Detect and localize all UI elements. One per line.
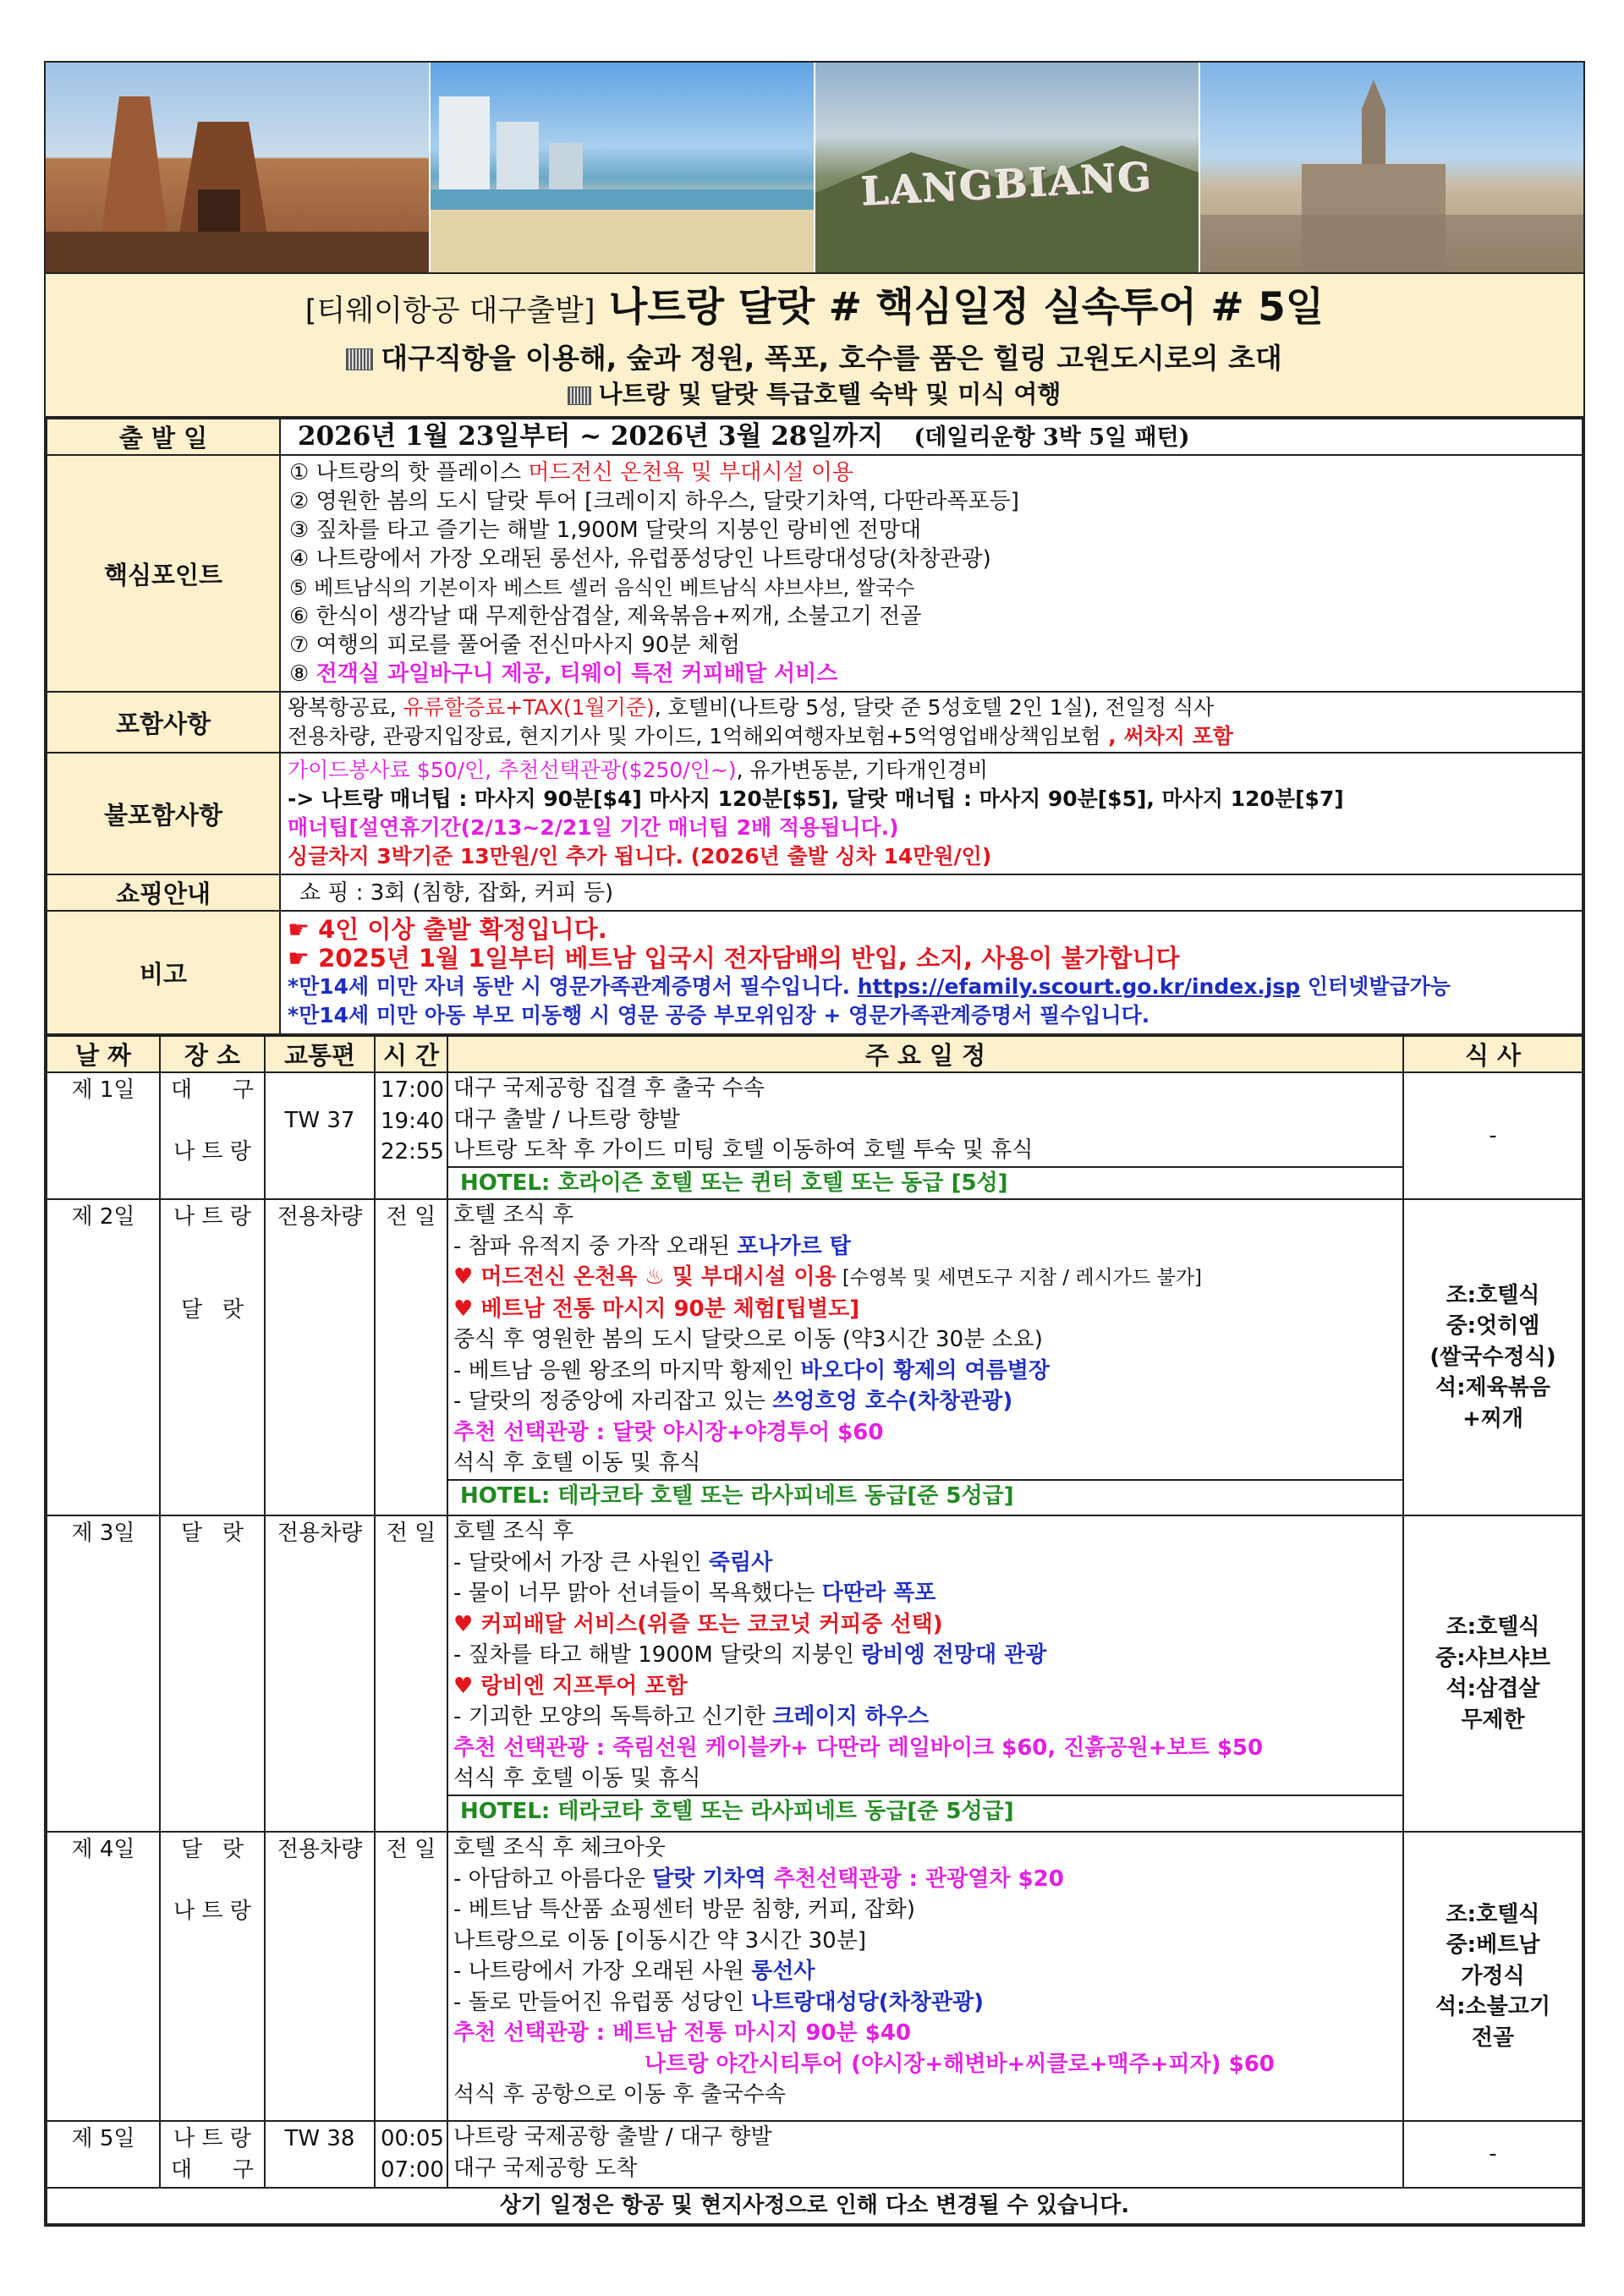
points-label: 핵심포인트 xyxy=(47,455,280,692)
day-program: 대구 국제공항 집결 후 출국 수속 대구 출발 / 나트랑 향발 나트랑 도착 후 가이드 미팅 호텔 이동하여 호텔 투숙 및 휴식 HOTEL: 호라이즌 호텔 또는 퀸터 호텔 또는 동급 [5성] xyxy=(447,1072,1403,1199)
points-list: ① 나트랑의 핫 플레이스 머드전신 온천욕 및 부대시설 이용 ② 영원한 봄의 도시 달랏 투어 [크레이지 하우스, 달랏기차역, 다딴라폭포등] ③ 짚차를 타고 즐기는 해발 1,900M 달랏의 지붕인 랑비엔 전망대 ④ 나트랑에서 가장 오래된 롱선사, 유럽풍성당인 나트랑대성당(차창관광) ⑤ 베트남식의 기본이자 베스트 셀러 음식인 베트남식 샤브샤브, 쌀국수 ⑥ 한식이 생각날 때 무제한삼겹살, 제육볶음+찌개, 소불고기 전골 ⑦ 여행의 피로를 풀어줄 전신마사지 90분 체험 ⑧ 전객실 과일바구니 제공, 티웨이 특전 커피배달 서비스 xyxy=(280,455,1583,692)
day-place: 나 트 랑 달 랏 xyxy=(160,1199,265,1515)
nha-trang-beach-photo xyxy=(431,63,815,272)
day-transport: 전용차량 xyxy=(265,1199,375,1515)
day-program: 나트랑 국제공항 출발 / 대구 향발 대구 국제공항 도착 xyxy=(447,2121,1403,2188)
day-times: 00:05 07:00 xyxy=(375,2121,447,2188)
day-label: 제 4일 xyxy=(47,1832,160,2121)
day-meal: 조:호텔식 중:베트남 가정식 석:소불고기 전골 xyxy=(1403,1832,1583,2121)
schedule-table xyxy=(46,1035,1583,2225)
remarks-text: ☛ 4인 이상 출발 확정입니다. ☛ 2025년 1월 1일부터 베트남 입국시 전자담배의 반입, 소지, 사용이 불가합니다 *만14세 미만 자녀 동반 시 영문가족관계증명서 필수입니다. https://efamily.scourt.go.kr/index.jsp 인터넷발급가능 *만14세 미만 아동 부모 미동행 시 영문 공증 부모위임장 + 영문가족관계증명서 필수입니다. xyxy=(280,911,1583,1034)
page-title xyxy=(46,279,1583,340)
efamily-link[interactable]: https://efamily.scourt.go.kr/index.jsp xyxy=(857,974,1301,999)
included-row xyxy=(47,692,1583,753)
day-label: 제 5일 xyxy=(47,2121,160,2188)
hotel-line: HOTEL: 테라코타 호텔 또는 라사피네트 동급[준 5성급] xyxy=(448,1795,1402,1827)
title-main: 나트랑 달랏 # 핵심일정 실속투어 # 5일 xyxy=(608,284,1325,331)
langbiang-photo xyxy=(815,63,1200,272)
day-meal: 조:호텔식 중:샤브샤브 석:삼겹살 무제한 xyxy=(1403,1515,1583,1832)
schedule-day-5 xyxy=(47,2121,1583,2188)
footer-note: 상기 일정은 항공 및 현지사정으로 인해 다소 변경될 수 있습니다. xyxy=(47,2188,1583,2224)
points-row xyxy=(47,455,1583,692)
day-time: 전 일 xyxy=(375,1832,447,2121)
day-meal: 조:호텔식 중:엇히엠 (쌀국수정식) 석:제육볶음 +찌개 xyxy=(1403,1199,1583,1515)
day-time: 전 일 xyxy=(375,1515,447,1832)
departure-note: (데일리운항 3박 5일 패턴) xyxy=(914,424,1190,451)
schedule-header: 날 짜 장 소 교통편 시 간 주 요 일 정 식 사 xyxy=(47,1036,1583,1072)
included-text: 왕복항공료, 유류할증료+TAX(1월기준), 호텔비(나트랑 5성, 달랏 준 5성호텔 2인 1실), 전일정 식사 전용차량, 관광지입장료, 현지기사 및 가이드, 1억해외여행자보험+5억영업배상책임보험 , 써차지 포함 xyxy=(280,692,1583,753)
schedule-day-4 xyxy=(47,1832,1583,2121)
hotel-line: HOTEL: 호라이즌 호텔 또는 퀸터 호텔 또는 동급 [5성] xyxy=(448,1166,1402,1199)
day-time: 전 일 xyxy=(375,1199,447,1515)
schedule-day-2 xyxy=(47,1199,1583,1515)
day-program: 호텔 조식 후 체크아웃 - 아담하고 아름다운 달랏 기차역 추천선택관광 : 관광열차 $20 - 베트남 특산품 쇼핑센터 방문 침향, 커피, 잡화) 나트랑으로 이동 [이동시간 약 3시간 30분] - 나트랑에서 가장 오래된 사원 롱선사 - 돌로 만들어진 유럽풍 성당인 나트랑대성당(차창관광) 추천 선택관광 : 베트남 전통 마시지 90분 $40 나트랑 야간시티투어 (야시장+해변바+씨클로+맥주+피자) $60 석식 후 공항으로 이동 후 출국수속 xyxy=(447,1832,1403,2121)
grid-bullet-icon xyxy=(568,387,590,404)
schedule-day-3 xyxy=(47,1515,1583,1832)
langbiang-sign: LANGBIANG xyxy=(859,153,1155,215)
remarks-row xyxy=(47,911,1583,1034)
day-program: 호텔 조식 후 - 참파 유적지 중 가작 오래된 포나가르 탑 ♥ 머드전신 온천욕 ♨ 및 부대시설 이용 [수영복 및 세면도구 지참 / 레시가드 불가] ♥ 베트남 전통 마시지 90분 체험[팁별도] 중식 후 영원한 봄의 도시 달랏으로 이동 (약3시간 30분 소요) - 베트남 응웬 왕조의 마지막 황제인 바오다이 황제의 여름별장 - 달랏의 정중앙에 자리잡고 있는 쓰엉흐엉 호수(차창관광) 추천 선택관광 : 달랏 야시장+야경투어 $60 석식 후 호텔 이동 및 휴식 HOTEL: 테라코타 호텔 또는 라사피네트 동급[준 5성급] xyxy=(447,1199,1403,1515)
nha-trang-cathedral-photo xyxy=(1200,63,1583,272)
title-block xyxy=(46,274,1583,418)
shopping-label: 쇼핑안내 xyxy=(47,874,280,911)
day-transport: 전용차량 xyxy=(265,1832,375,2121)
schedule-day-1 xyxy=(47,1072,1583,1199)
departure-row xyxy=(47,419,1583,455)
footer-row xyxy=(47,2188,1583,2224)
photo-strip xyxy=(46,63,1583,274)
day-transport: TW 38 xyxy=(265,2121,375,2188)
itinerary-sheet xyxy=(44,61,1585,2227)
day-program: 호텔 조식 후 - 달랏에서 가장 큰 사원인 죽림사 - 물이 너무 맑아 선녀들이 목욕했다는 다딴라 폭포 ♥ 커피배달 서비스(위즐 또는 코코넛 커피중 선택) - 짚차를 타고 해발 1900M 달랏의 지붕인 랑비엥 전망대 관광 ♥ 랑비엔 지프투어 포함 - 기괴한 모양의 독특하고 신기한 크레이지 하우스 추천 선택관광 : 죽림선원 케이블카+ 다딴라 레일바이크 $60, 진흙공원+보트 $50 석식 후 호텔 이동 및 휴식 HOTEL: 테라코타 호텔 또는 라사피네트 동급[준 5성급] xyxy=(447,1515,1403,1832)
day-transport: TW 37 xyxy=(265,1072,375,1199)
shopping-row xyxy=(47,874,1583,911)
title-prefix: [티웨이항공 대구출발] xyxy=(304,294,595,328)
subtitle-2: 나트랑 및 달랏 특급호텔 숙박 및 미식 여행 xyxy=(46,377,1583,411)
cham-tower-photo xyxy=(46,63,431,272)
day-meal: - xyxy=(1403,2121,1583,2188)
day-place: 대 구 나 트 랑 xyxy=(160,1072,265,1199)
day-times: 17:00 19:40 22:55 xyxy=(375,1072,447,1199)
departure-label: 출 발 일 xyxy=(47,419,280,455)
remarks-label: 비고 xyxy=(47,911,280,1034)
included-label: 포함사항 xyxy=(47,692,280,753)
day-meal: - xyxy=(1403,1072,1583,1199)
day-place: 달 랏 xyxy=(160,1515,265,1832)
grid-bullet-icon xyxy=(347,349,372,370)
departure-dates: 2026년 1월 23일부터 ~ 2026년 3월 28일까지 xyxy=(298,420,884,452)
excluded-label: 불포함사항 xyxy=(47,753,280,874)
excluded-text: 가이드봉사료 $50/인, 추천선택관광($250/인~), 유가변동분, 기타개인경비 -> 나트랑 매너팁 : 마사지 90분[$4] 마사지 120분[$5], 달랏 매너팁 : 마사지 90분[$5], 마사지 120분[$7] 매너팁[설연휴기간(2/13~2/21일 기간 매너팁 2배 적용됩니다.) 싱글차지 3박기준 13만원/인 추가 됩니다. (2026년 출발 싱차 14만원/인) xyxy=(280,753,1583,874)
hotel-line: HOTEL: 테라코타 호텔 또는 라사피네트 동급[준 5성급] xyxy=(448,1479,1402,1512)
day-label: 제 2일 xyxy=(47,1199,160,1515)
day-place: 나 트 랑 대 구 xyxy=(160,2121,265,2188)
day-label: 제 3일 xyxy=(47,1515,160,1832)
subtitle-1: 대구직항을 이용해, 숲과 정원, 폭포, 호수를 품은 힐링 고원도시로의 초대 xyxy=(46,340,1583,377)
day-transport: 전용차량 xyxy=(265,1515,375,1832)
day-label: 제 1일 xyxy=(47,1072,160,1199)
shopping-text: 쇼 핑 : 3회 (침향, 잡화, 커피 등) xyxy=(280,874,1583,911)
day-place: 달 랏 나 트 랑 xyxy=(160,1832,265,2121)
excluded-row xyxy=(47,753,1583,874)
info-table xyxy=(46,418,1583,1035)
